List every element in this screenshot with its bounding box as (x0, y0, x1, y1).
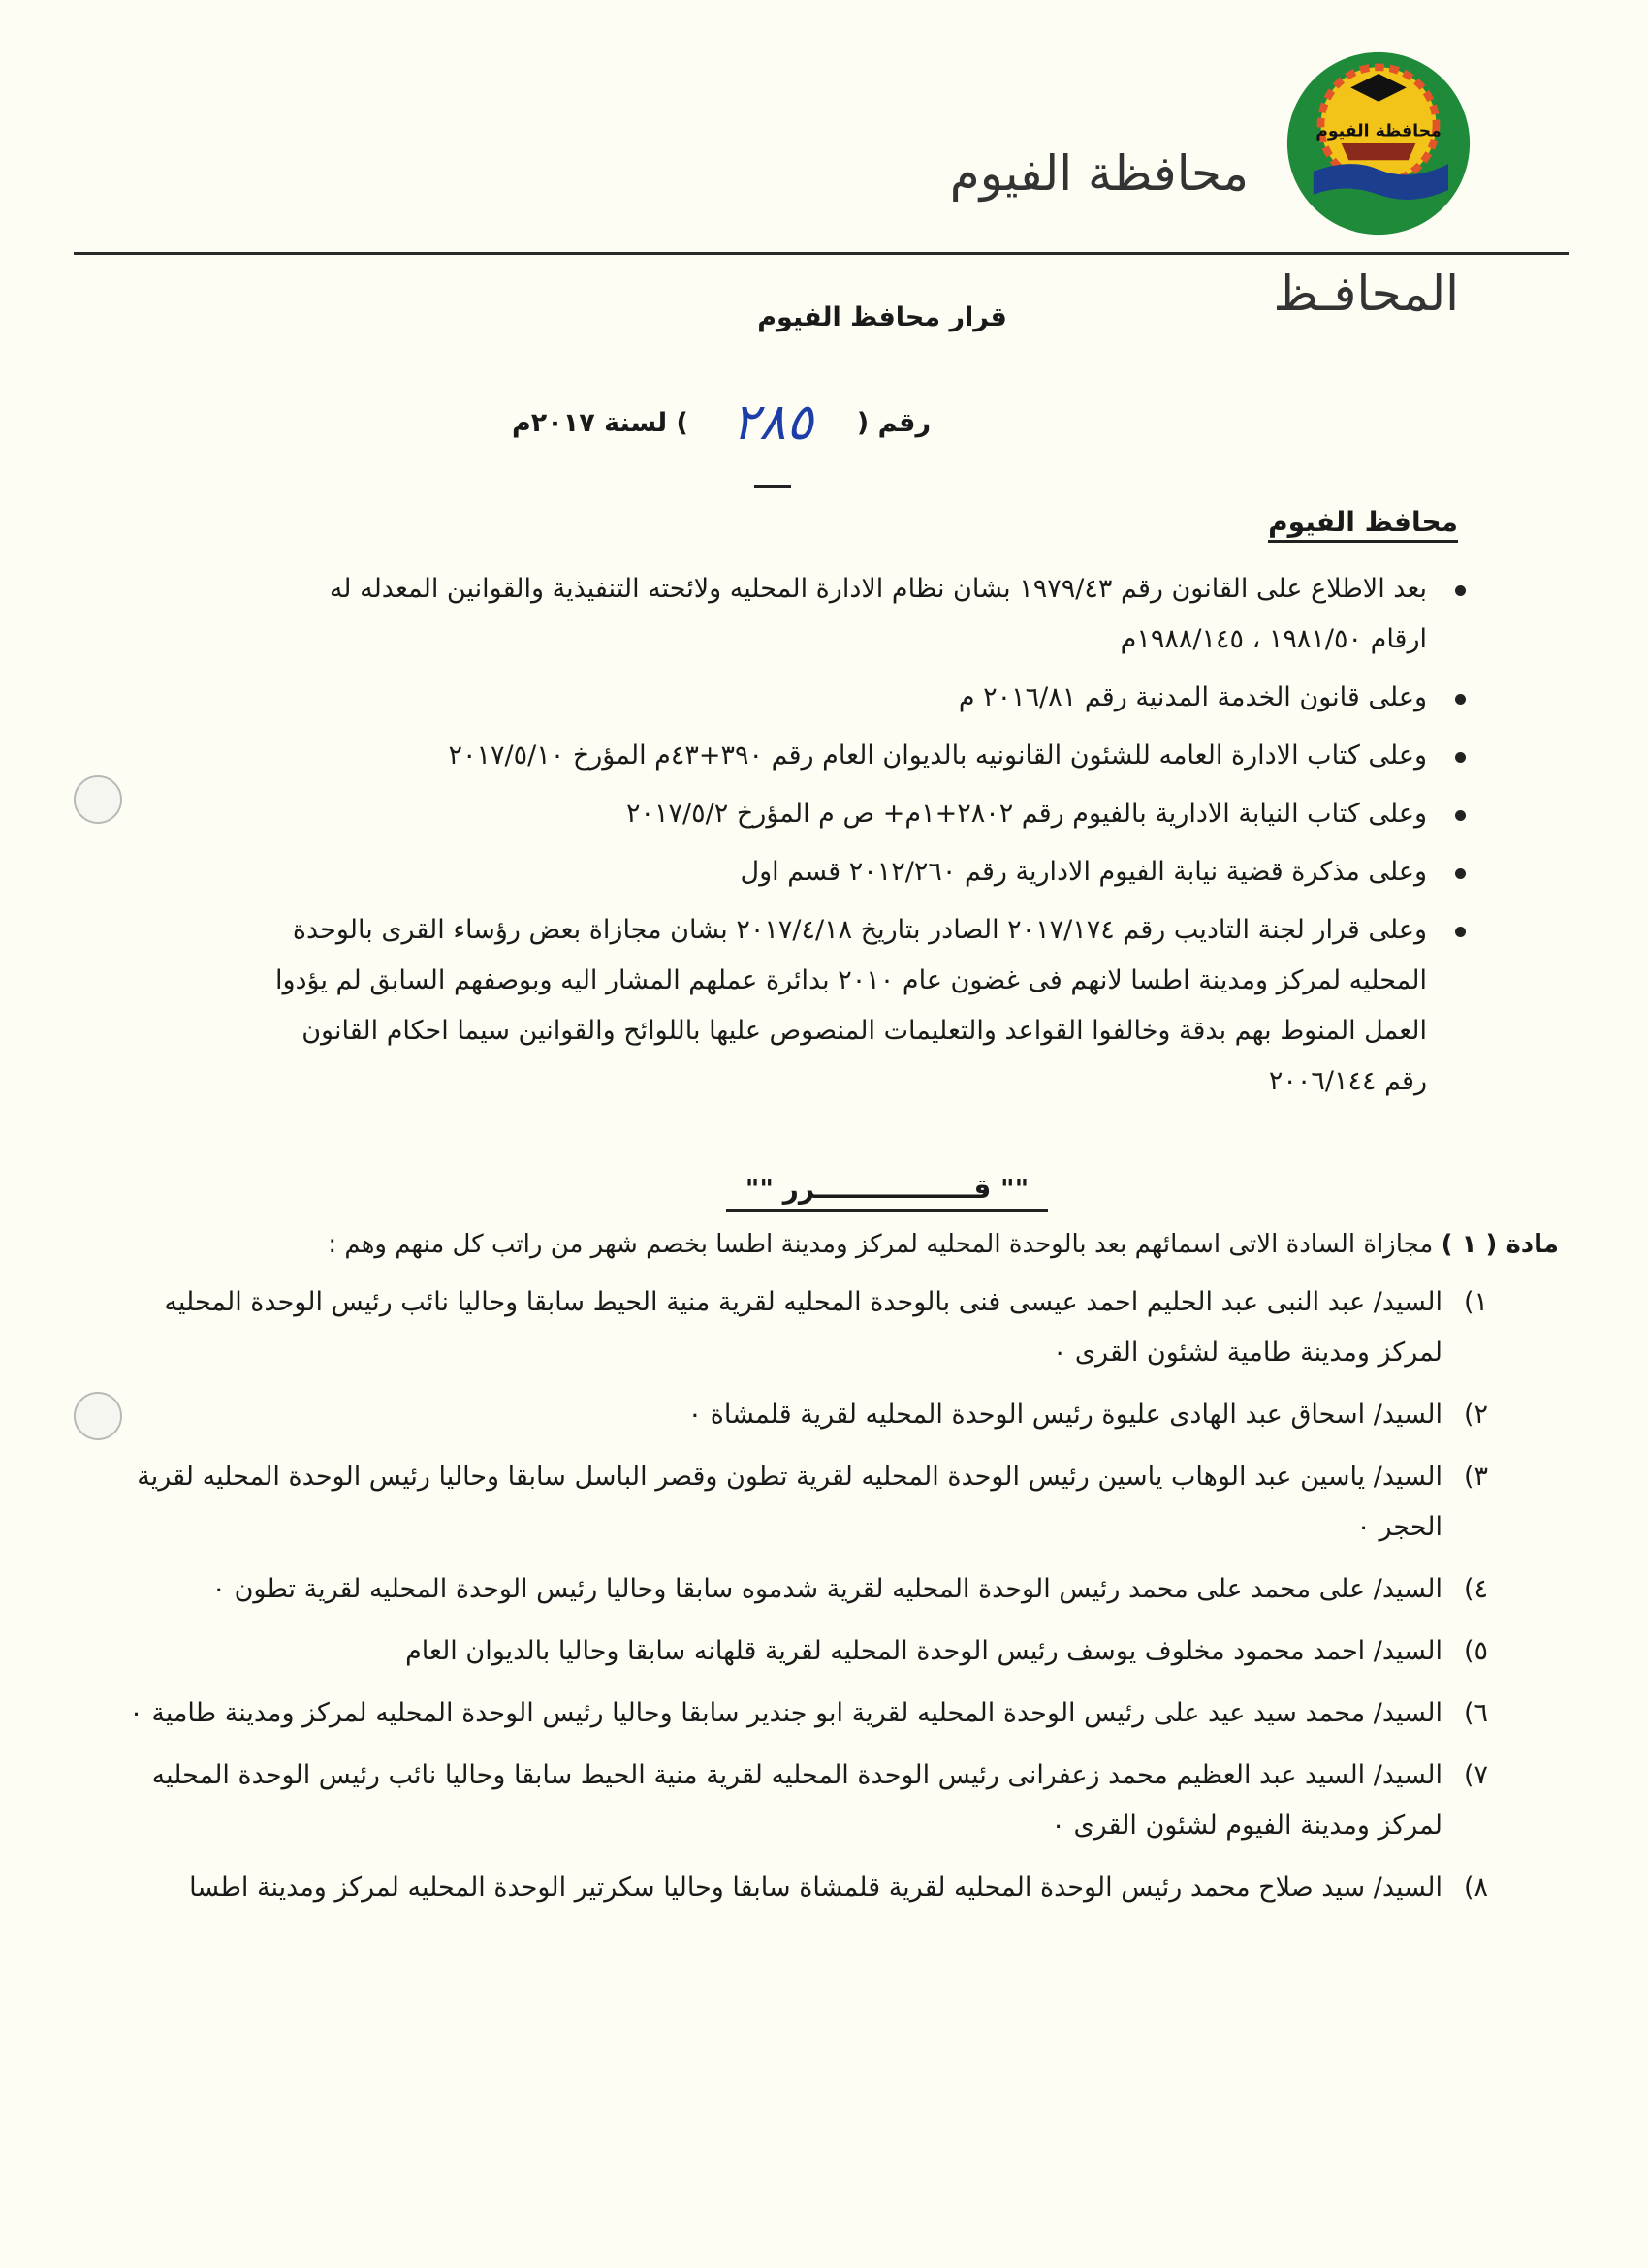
list-item (107, 1750, 1503, 1851)
preamble-item: وعلى قرار لجنة التاديب رقم ٢٠١٧/١٧٤ الصادر بتاريخ ٢٠١٧/٤/١٨ بشان مجازاة بعض رؤساء القرى بالوحدة المحليه لمركز ومدينة اطسا لانهم فى غضون عام ٢٠١٠ بدائرة عملهم المشار اليه وبوصفهم السابق لم يؤدوا العمل المنوط بهم بدقة وخالفوا القواعد والتعليمات المنصوص عليها باللوائح والقوانين سيما احكام القانون رقم ٢٠٠٦/١٤٤ (273, 905, 1427, 1107)
item-number: ٢) (1464, 1400, 1489, 1430)
governorate-logo-seal (1285, 50, 1472, 236)
item-text: السيد/ احمد محمود مخلوف يوسف رئيس الوحدة المحليه لقرية قلهانه سابقا وحاليا بالديوان العام (405, 1636, 1442, 1666)
punch-hole (74, 775, 122, 824)
article-1 (173, 1225, 1559, 1264)
governorate-name: محافظة الفيوم (949, 145, 1249, 202)
article-text: مجازاة السادة الاتى اسمائهم بعد بالوحدة المحليه لمركز ومدينة اطسا بخصم شهر من راتب كل منهم وهم : (328, 1230, 1434, 1259)
item-text: السيد/ عبد النبى عبد الحليم احمد عيسى فنى بالوحدة المحليه لقرية منية الحيط سابقا وحاليا نائب رئيس الوحدة المحليه لمركز ومدينة طامية لشئون القرى ٠ (164, 1287, 1442, 1368)
logo-text: محافظة الفيوم (1315, 121, 1442, 142)
issuing-authority: محافظ الفيوم (1268, 506, 1458, 543)
list-item (107, 1626, 1503, 1677)
list-item (107, 1277, 1503, 1378)
item-number: ٧) (1464, 1760, 1489, 1790)
article-label: مادة ( ١ ) (1441, 1230, 1559, 1259)
preamble-item: وعلى كتاب النيابة الادارية بالفيوم رقم ٢٨٠٢+١م+ ص م المؤرخ ٢٠١٧/٥/٢ (273, 789, 1427, 839)
decision-number-line (511, 394, 931, 452)
number-label: رقم ( (856, 407, 931, 438)
item-number: ٤) (1464, 1574, 1489, 1604)
item-number: ٣) (1464, 1462, 1489, 1492)
item-number: ٦) (1464, 1698, 1489, 1728)
item-number: ٥) (1464, 1636, 1489, 1666)
decides-heading (0, 1173, 1648, 1212)
preamble-item: وعلى قانون الخدمة المدنية رقم ٢٠١٦/٨١ م (273, 673, 1427, 723)
item-text: السيد/ محمد سيد عيد على رئيس الوحدة المحليه لقرية ابو جندير سابقا وحاليا رئيس الوحدة المحليه لمركز ومدينة طامية ٠ (129, 1698, 1442, 1728)
item-number: ٨) (1464, 1873, 1489, 1903)
preamble-item: وعلى كتاب الادارة العامه للشئون القانونيه بالديوان العام رقم ٣٩٠+٤٣م المؤرخ ٢٠١٧/٥/١٠ (273, 731, 1427, 781)
preamble-list (273, 564, 1427, 1115)
decision-title: قرار محافظ الفيوم (757, 302, 1007, 332)
item-text: السيد/ اسحاق عبد الهادى عليوة رئيس الوحدة المحليه لقرية قلمشاة ٠ (687, 1400, 1442, 1430)
penalized-names-list (107, 1277, 1503, 1925)
item-number: ١) (1464, 1287, 1489, 1317)
separator-dash (754, 485, 791, 488)
handwritten-decision-number: ٢٨٥ (731, 394, 813, 452)
item-text: السيد/ سيد صلاح محمد رئيس الوحدة المحليه لقرية قلمشاة سابقا وحاليا سكرتير الوحدة المحليه لمركز ومدينة اطسا (189, 1873, 1442, 1903)
preamble-item: بعد الاطلاع على القانون رقم ١٩٧٩/٤٣ بشان نظام الادارة المحليه ولائحته التنفيذية والقوانين المعدله له ارقام ١٩٨١/٥٠ ، ١٩٨٨/١٤٥م (273, 564, 1427, 665)
list-item (107, 1390, 1503, 1440)
governor-title: المحافـظ (1273, 266, 1459, 322)
item-text: السيد/ على محمد على محمد رئيس الوحدة المحليه لقرية شدموه سابقا وحاليا رئيس الوحدة المحليه لقرية تطون ٠ (211, 1574, 1442, 1604)
list-item (107, 1564, 1503, 1615)
year-label: ) لسنة ٢٠١٧م (511, 407, 688, 438)
header-divider (74, 252, 1569, 255)
item-text: السيد/ ياسين عبد الوهاب ياسين رئيس الوحدة المحليه لقرية تطون وقصر الباسل سابقا وحاليا رئيس الوحدة المحليه لقرية الحجر ٠ (137, 1462, 1442, 1542)
list-item (107, 1452, 1503, 1553)
list-item (107, 1863, 1503, 1913)
preamble-item: وعلى مذكرة قضية نيابة الفيوم الادارية رقم ٢٠١٢/٢٦٠ قسم اول (273, 847, 1427, 898)
item-text: السيد/ السيد عبد العظيم محمد زعفرانى رئيس الوحدة المحليه لقرية منية الحيط سابقا وحاليا نائب رئيس الوحدة المحليه لمركز ومدينة الفيوم لشئون القرى ٠ (151, 1760, 1442, 1841)
list-item (107, 1688, 1503, 1739)
decides-label: "" قـــــــــــــــــرر "" (726, 1173, 1048, 1212)
punch-hole (74, 1392, 122, 1440)
